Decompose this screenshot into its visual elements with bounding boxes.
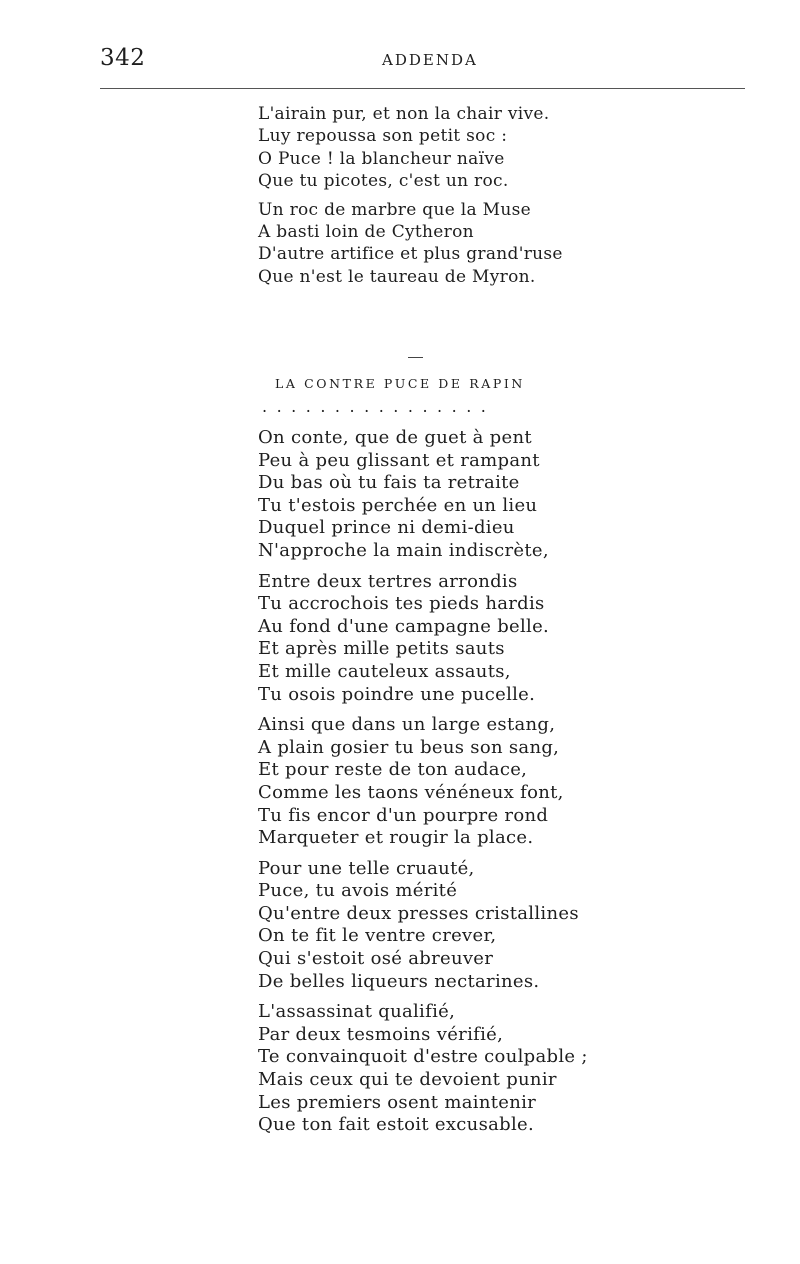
verse-line: Marqueter et rougir la place. [258,827,534,849]
stanza [258,1001,758,1137]
verse-line: L'airain pur, et non la chair vive. [258,104,550,124]
verse-line: Luy repoussa son petit soc : [258,126,508,147]
page-number: 342 [100,45,146,71]
verse-line: Mais ceux qui te devoient punir [258,1069,557,1091]
verse-line: A plain gosier tu beus son sang, [258,736,560,758]
verse-line: Que ton fait estoit excusable. [258,1114,534,1136]
verse-line: Et mille cauteleux assauts, [258,660,511,682]
page-header [100,44,740,80]
stanza [258,571,758,707]
section-separator [408,357,423,358]
verse-line: L'assassinat qualifié, [258,1001,456,1023]
stanza [258,427,758,563]
verse-line: Comme les taons vénéneux font, [258,781,564,803]
header-rule [100,88,745,89]
verse-line: Pour une telle cruauté, [258,857,475,879]
verse-line: Les premiers osent maintenir [258,1091,537,1113]
verse-line: Peu à peu glissant et rampant [258,449,540,471]
verse-line: Que tu picotes, c'est un roc. [258,171,509,192]
verse-line: Par deux tesmoins vérifié, [258,1023,504,1045]
stanza [258,199,758,289]
verse-line: Et pour reste de ton audace, [258,759,528,781]
verse-line: Et après mille petits sauts [258,638,505,660]
stanza [258,103,758,193]
verse-line: Duquel prince ni demi-dieu [258,517,515,539]
verse-line: On te fit le ventre crever, [258,925,497,947]
verse-line: Un roc de marbre que la Muse [258,199,531,220]
verse-line: Au fond d'une campagne belle. [258,615,550,637]
verse-line: Te convainquoit d'estre coulpable ; [258,1046,588,1068]
poem-top [258,103,758,294]
running-head: ADDENDA [382,51,478,69]
ellipsis-line: ................ [262,397,496,416]
verse-line: Qu'entre deux presses cristallines [258,902,579,924]
verse-line: De belles liqueurs nectarines. [258,970,540,992]
stanza [258,714,758,850]
verse-line: N'approche la main indiscrète, [258,539,549,561]
stanza [258,858,758,994]
verse-line: O Puce ! la blancheur naïve [258,148,505,169]
verse-line: D'autre artifice et plus grand'ruse [258,244,563,265]
verse-line: Tu t'estois perchée en un lieu [258,494,538,516]
verse-line: On conte, que de guet à pent [258,427,532,448]
poem-main [258,427,758,1145]
verse-line: Qui s'estoit osé abreuver [258,948,494,970]
verse-line: Tu fis encor d'un pourpre rond [258,804,549,826]
section-title: LA CONTRE PUCE DE RAPIN [275,376,525,391]
verse-line: A basti loin de Cytheron [258,222,474,243]
verse-line: Ainsi que dans un large estang, [258,714,556,736]
verse-line: Tu osois poindre une pucelle. [258,683,536,705]
verse-line: Que n'est le taureau de Myron. [258,266,536,287]
verse-line: Tu accrochois tes pieds hardis [258,593,545,615]
verse-line: Puce, tu avois mérité [258,880,458,902]
verse-line: Du bas où tu fais ta retraite [258,472,520,494]
verse-line: Entre deux tertres arrondis [258,570,518,592]
